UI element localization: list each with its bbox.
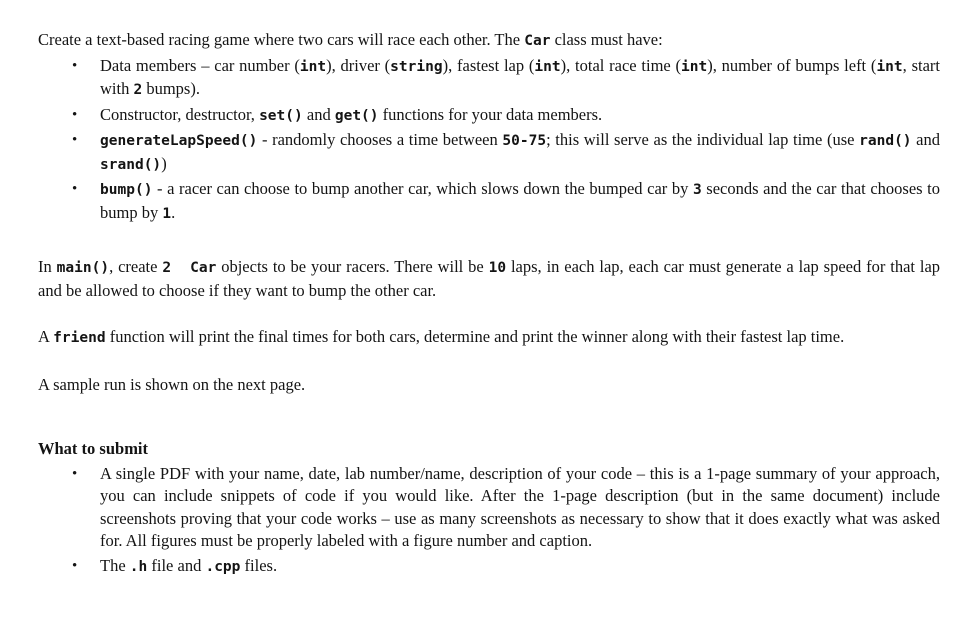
text-segment: . <box>171 202 176 222</box>
friend-function-paragraph <box>38 326 940 350</box>
text-segment: ), driver ( <box>326 55 391 75</box>
list-item-files <box>38 555 940 579</box>
text-segment: A <box>38 327 54 346</box>
text-segment: ), fastest lap ( <box>442 55 535 75</box>
list-item-pdf <box>38 463 940 553</box>
text-segment: and <box>911 130 941 149</box>
code-token: set() <box>259 107 303 124</box>
code-token: main() <box>56 260 110 276</box>
code-token: 3 <box>692 182 702 198</box>
text-segment: - a racer can choose to bump another car, which slows down the bumped car by <box>152 179 693 198</box>
code-token: .h <box>129 558 148 575</box>
text-segment: class must have: <box>550 30 663 49</box>
requirements-list <box>38 55 940 226</box>
code-token: srand() <box>100 156 162 173</box>
code-token: string <box>390 58 443 75</box>
intro-paragraph <box>38 29 940 53</box>
code-token: 50-75 <box>502 133 547 149</box>
text-segment: seconds and the car that chooses to bump by <box>100 179 940 222</box>
code-token: 2 <box>133 82 143 98</box>
text-segment: laps, in each lap, each car must generate a lap speed for that lap and be allowed to choose if they want to bump the other car. <box>38 257 941 300</box>
text-segment: A sample run is shown on the next page. <box>38 374 306 394</box>
list-item-data-members <box>38 55 940 102</box>
code-token: generateLapSpeed() <box>100 133 258 149</box>
text-segment: The <box>100 555 130 575</box>
code-token: int <box>534 58 561 75</box>
text-segment: A single PDF with your name, date, lab number/name, description of your code – this is a 1-page summary of your approach, you can include snippets of code if you would like. After the 1-page description (but in the same document) include screenshots proving that your code works – use as many screenshots as necessary to show that it does exactly what was asked for. All figures must be properly labeled with a figure number and caption. <box>100 463 940 550</box>
code-token: int <box>299 58 327 75</box>
text-segment: bumps). <box>142 79 200 98</box>
text-segment: In <box>38 257 57 276</box>
code-token: friend <box>53 330 106 346</box>
text-segment: ; this will serve as the individual lap time (use <box>546 130 860 149</box>
submit-list <box>38 463 940 579</box>
text-segment: and <box>302 104 335 124</box>
text-segment: files. <box>240 555 278 575</box>
text-segment: , create <box>109 257 163 276</box>
code-token: 10 <box>488 260 507 276</box>
text-segment: , start with <box>100 55 940 98</box>
code-token: get() <box>334 107 379 124</box>
text-segment: objects to be your racers. There will be <box>216 257 489 276</box>
text-segment: function will print the final times for both cars, determine and print the winner along with their fastest lap time. <box>105 327 845 346</box>
what-to-submit-heading: What to submit <box>38 439 149 458</box>
text-segment: ), total race time ( <box>560 55 682 75</box>
code-token: .cpp <box>205 558 241 575</box>
code-token: Car <box>524 33 551 49</box>
code-token: bump() <box>100 182 153 198</box>
code-token: 2 Car <box>162 260 217 276</box>
list-item-bump <box>38 178 940 225</box>
code-token: rand() <box>859 133 912 149</box>
text-segment: Create a text-based racing game where two cars will race each other. The <box>38 30 525 49</box>
main-function-paragraph <box>38 256 940 302</box>
text-segment: ) <box>161 153 167 173</box>
text-segment: Data members – car number ( <box>100 55 300 75</box>
text-segment: - randomly chooses a time between <box>257 130 503 149</box>
list-item-generatelapspeed <box>38 129 940 176</box>
list-item-constructor <box>38 104 940 128</box>
code-token: 1 <box>162 205 172 222</box>
text-segment: ), number of bumps left ( <box>707 55 877 75</box>
code-token: int <box>681 58 708 75</box>
sample-run-paragraph <box>38 374 940 397</box>
text-segment: Constructor, destructor, <box>100 104 260 124</box>
text-segment: file and <box>147 555 206 575</box>
code-token: int <box>876 58 903 75</box>
text-segment: functions for your data members. <box>378 104 603 124</box>
